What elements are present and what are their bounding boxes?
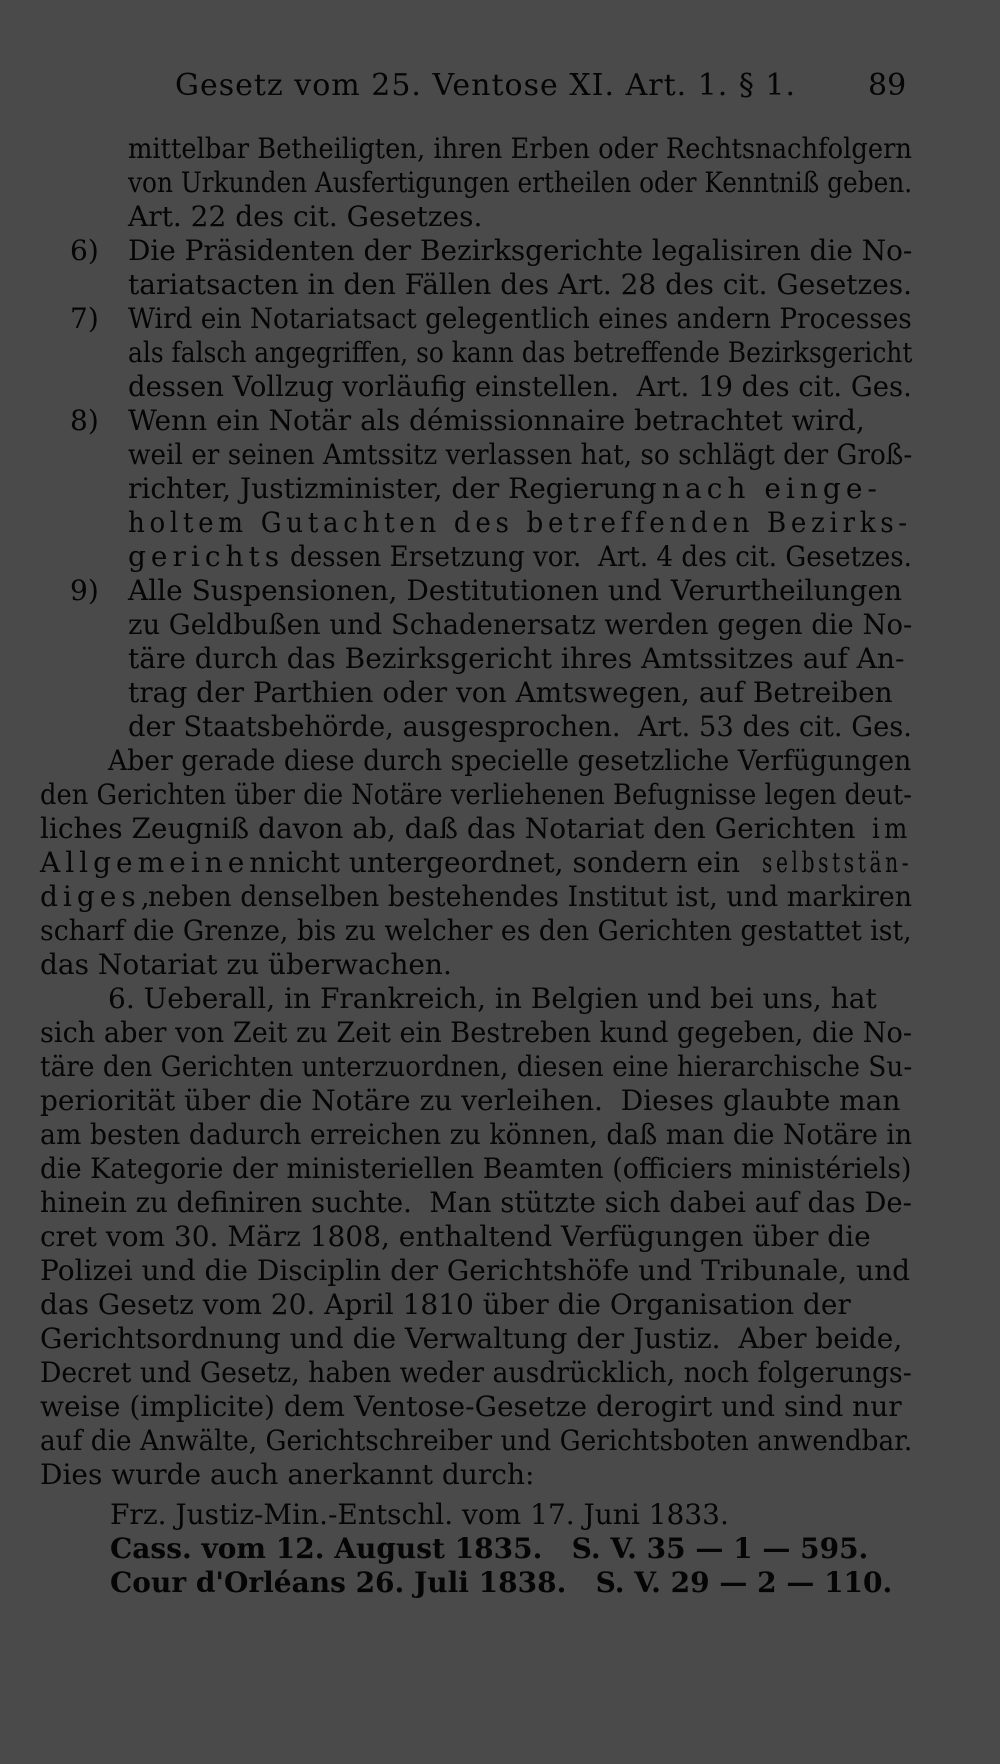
text-line: zu Geldbußen und Schadenersatz werden gegen die No- [128,608,913,641]
text-line: hinein zu definiren suchte. Man stützte sich dabei auf das De- [40,1186,912,1219]
text-line: das Notariat zu überwachen. [40,948,452,981]
text-line: Dies wurde auch anerkannt durch: [40,1458,535,1491]
text-line: Polizei und die Disciplin der Gerichtshöfe und Tribunale, und [40,1254,911,1287]
text-line: weil er seinen Amtssitz verlassen hat, so schlägt der Groß- [128,438,913,471]
text-line: dessen Vollzug vorläufig einstellen. Art. 19 des cit. Ges. [128,370,912,403]
spaced-text: Allgemeinen [40,846,273,879]
item-number: 6) [70,234,99,267]
text-line: als falsch angegriffen, so kann das betreffende Bezirksgericht [128,336,913,369]
text-line: 6. Ueberall, in Frankreich, in Belgien und bei uns, hat [108,982,877,1015]
spaced-text: im [872,812,912,845]
text-line: scharf die Grenze, bis zu welcher es den Gerichten gestattet ist, [40,914,912,947]
spaced-text: gerichts [128,540,285,573]
text-line: Decret und Gesetz, haben weder ausdrücklich, noch folgerungs- [40,1356,912,1389]
text-line: täre durch das Bezirksgericht ihres Amtssitzes auf An- [128,642,905,675]
text-line: Die Präsidenten der Bezirksgerichte legalisiren die No- [128,234,913,267]
text-line: periorität über die Notäre zu verleihen. Dieses glaubte man [40,1084,901,1117]
item-number: 7) [70,302,99,335]
text-line: Alle Suspensionen, Destitutionen und Verurtheilungen [128,574,903,607]
text-line: das Gesetz vom 20. April 1810 über die Organisation der [40,1288,851,1321]
spaced-text: holtem Gutachten des betreffenden Bezirks- [128,506,912,539]
item-number: 9) [70,574,99,607]
text-line: trag der Parthien oder von Amtswegen, auf Betreiben [128,676,893,709]
spaced-text: diges, [40,880,155,913]
text-line: tariatsacten in den Fällen des Art. 28 des cit. Gesetzes. [128,268,913,301]
text-line: mittelbar Betheiligten, ihren Erben oder Rechtsnachfolgern [128,132,912,165]
text-line: täre den Gerichten unterzuordnen, diesen eine hierarchische Su- [40,1050,913,1083]
text-line: Wird ein Notariatsact gelegentlich eines andern Processes [128,302,912,335]
text-line: liches Zeugniß davon ab, daß das Notariat den Gerichten [40,812,856,845]
text-line: auf die Anwälte, Gerichtschreiber und Gerichtsboten anwendbar. [40,1424,913,1457]
text-line: dessen Ersetzung vor. Art. 4 des cit. Gesetzes. [290,540,912,573]
text-line: am besten dadurch erreichen zu können, daß man die Notäre in [40,1118,913,1151]
text-line: sich aber von Zeit zu Zeit ein Bestreben kund gegeben, die No- [40,1016,913,1049]
text-line: der Staatsbehörde, ausgesprochen. Art. 53 des cit. Ges. [128,710,913,743]
running-title: Gesetz vom 25. Ventose XI. Art. 1. § 1. [175,68,797,103]
text-line: Wenn ein Notär als démissionnaire betrachtet wird, [128,404,865,437]
item-number: 8) [70,404,99,437]
text-line: neben denselben bestehendes Institut ist, und markiren [148,880,913,913]
text-line: nicht untergeordnet, sondern ein [268,846,741,879]
text-line: Art. 22 des cit. Gesetzes. [128,200,483,233]
page-number: 89 [868,68,907,103]
text-line: richter, Justizminister, der Regierung [128,472,657,505]
text-line: Gerichtsordnung und die Verwaltung der Justiz. Aber beide, [40,1322,903,1355]
text-line: von Urkunden Ausfertigungen ertheilen oder Kenntniß geben. [128,166,913,199]
text-line: die Kategorie der ministeriellen Beamten (officiers ministériels) [40,1152,912,1185]
citation-line: Cass. vom 12. August 1835. S. V. 35 — 1 — 595. [110,1532,869,1565]
citation-line: Cour d'Orléans 26. Juli 1838. S. V. 29 — 2 — 110. [110,1566,893,1599]
text-line: Aber gerade diese durch specielle gesetzliche Verfügungen [108,744,912,777]
spaced-text: nach einge- [662,472,882,505]
text-line: weise (implicite) dem Ventose-Gesetze derogirt und sind nur [40,1390,902,1423]
text-line: den Gerichten über die Notäre verliehenen Befugnisse legen deut- [40,778,912,811]
text-line: cret vom 30. März 1808, enthaltend Verfügungen über die [40,1220,871,1253]
spaced-text: selbststän- [762,846,913,879]
citation-line: Frz. Justiz-Min.-Entschl. vom 17. Juni 1833. [110,1498,729,1531]
page-header [0,66,1000,106]
